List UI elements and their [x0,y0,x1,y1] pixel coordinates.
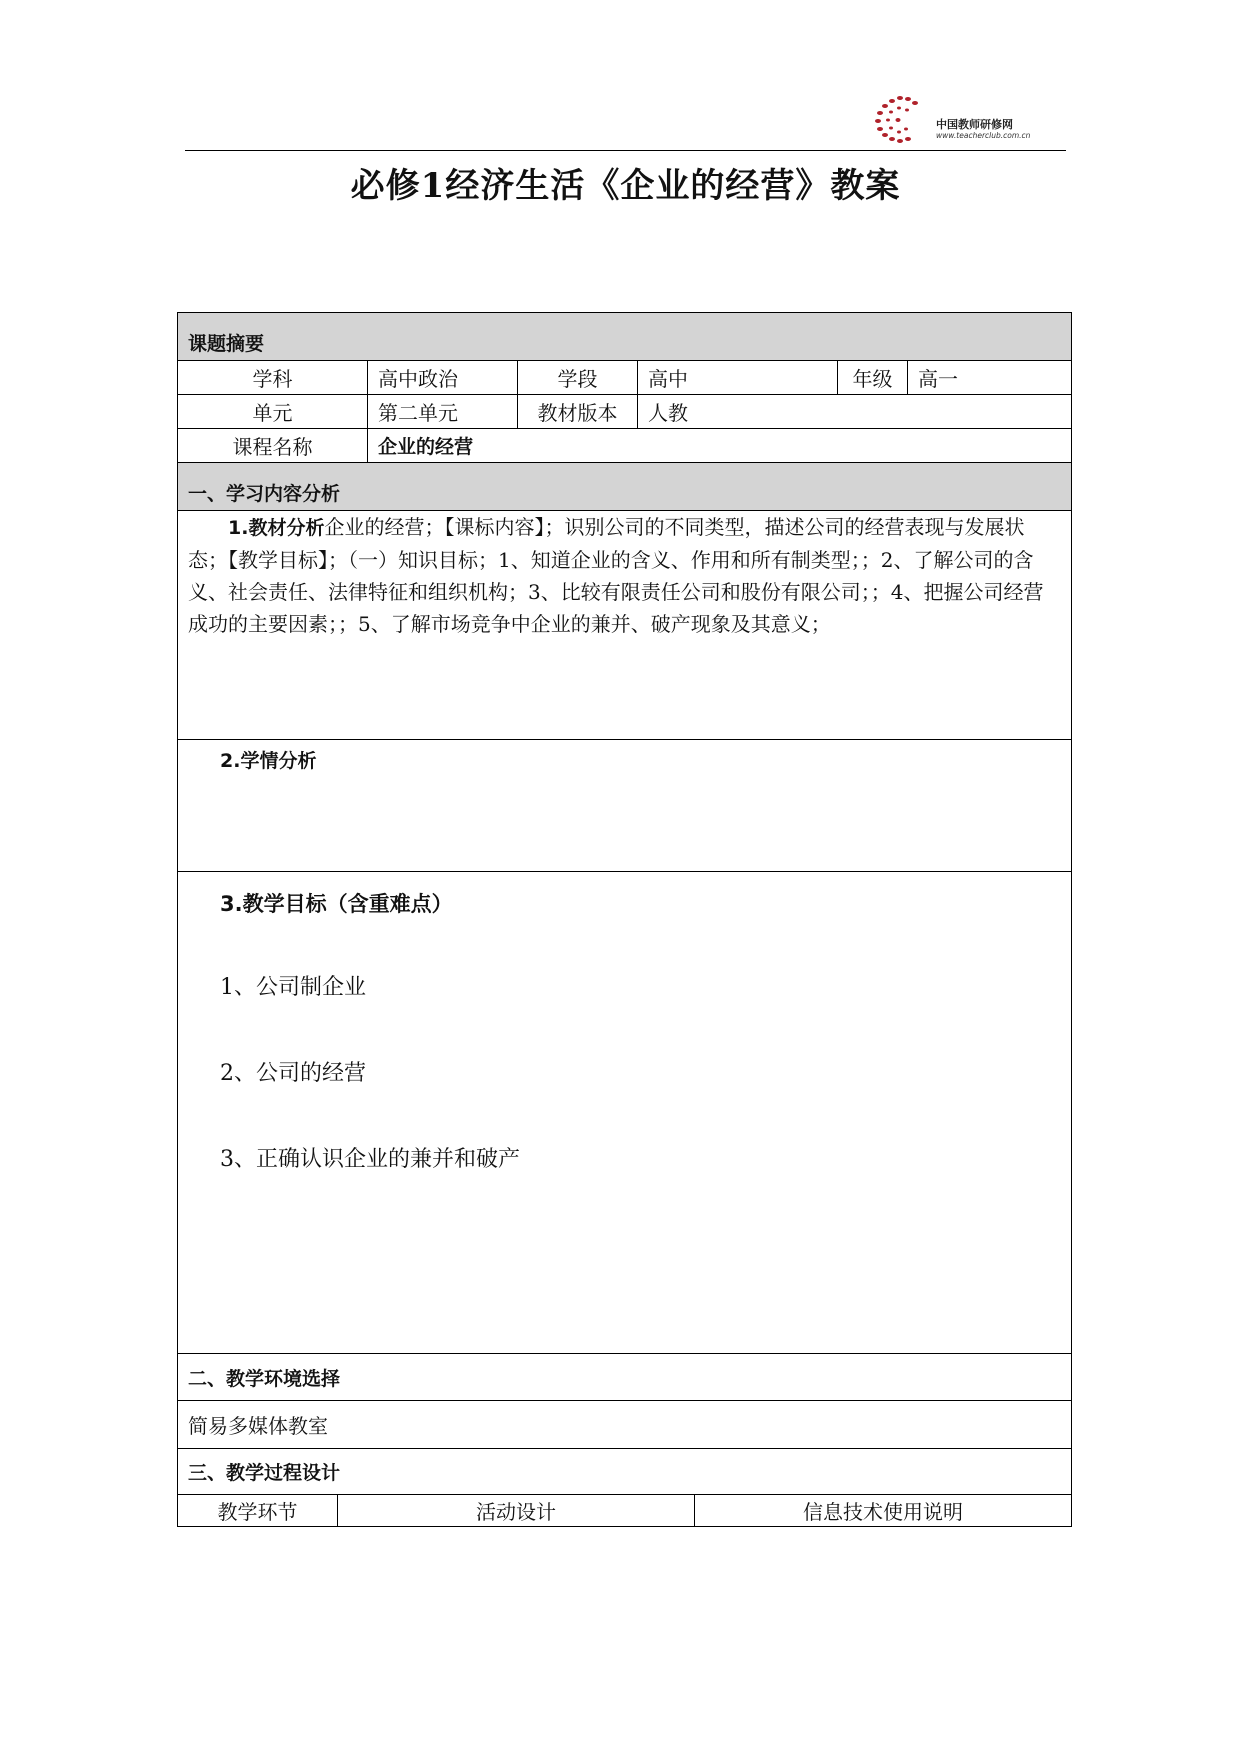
stage-value: 高中 [638,361,838,395]
logo-url: www.teacherclub.com.cn [936,131,1031,140]
edition-value: 人教 [638,395,1072,429]
section1-heading: 一、学习内容分析 [178,463,1072,511]
edition-label: 教材版本 [518,395,638,429]
page-title: 必修1经济生活《企业的经营》教案 [350,166,901,206]
process-col-activity: 活动设计 [338,1495,695,1527]
material-analysis [178,511,1072,740]
material-analysis-label: 1.教材分析 [228,517,325,539]
subject-label: 学科 [178,361,368,395]
teaching-goals-label: 3.教学目标（含重难点） [220,892,453,916]
material-analysis-text: 企业的经营；【课标内容】；识别公司的不同类型，描述公司的经营表现与发展状态；【教学目标】；（一）知识目标；1、知道企业的含义、作用和所有制类型；；2、了解公司的含义、社会责任、法律特征和组织机构；3、比较有限责任公司和股份有限公司；；4、把握公司经营成功的主要因素；；5、了解市场竞争中企业的兼并、破产现象及其意义； [188,515,1044,636]
logo-chinese-name: 中国教师研修网 [936,118,1013,131]
process-col-it-usage: 信息技术使用说明 [695,1495,1072,1527]
learner-analysis [178,740,1072,872]
grade-value: 高一 [908,361,1072,395]
unit-label: 单元 [178,395,368,429]
environment-value: 简易多媒体教室 [178,1401,1072,1449]
subject-value: 高中政治 [368,361,518,395]
goal-item: 2、公司的经营 [220,1061,366,1086]
header-divider [185,150,1066,151]
unit-value: 第二单元 [368,395,518,429]
section3-heading: 三、教学过程设计 [178,1449,1072,1495]
summary-heading: 课题摘要 [178,313,1072,361]
grade-label: 年级 [838,361,908,395]
site-logo [870,92,1050,147]
lesson-plan-table [177,312,1071,1527]
learner-analysis-label: 2.学情分析 [220,750,317,772]
section2-heading: 二、教学环境选择 [178,1354,1072,1401]
logo-mark-icon [870,92,932,144]
stage-label: 学段 [518,361,638,395]
course-value: 企业的经营 [368,429,1072,463]
process-col-stage: 教学环节 [178,1495,338,1527]
goal-item: 1、公司制企业 [220,975,366,1000]
goal-item: 3、正确认识企业的兼并和破产 [220,1147,520,1172]
course-label: 课程名称 [178,429,368,463]
teaching-goals [178,872,1072,1354]
